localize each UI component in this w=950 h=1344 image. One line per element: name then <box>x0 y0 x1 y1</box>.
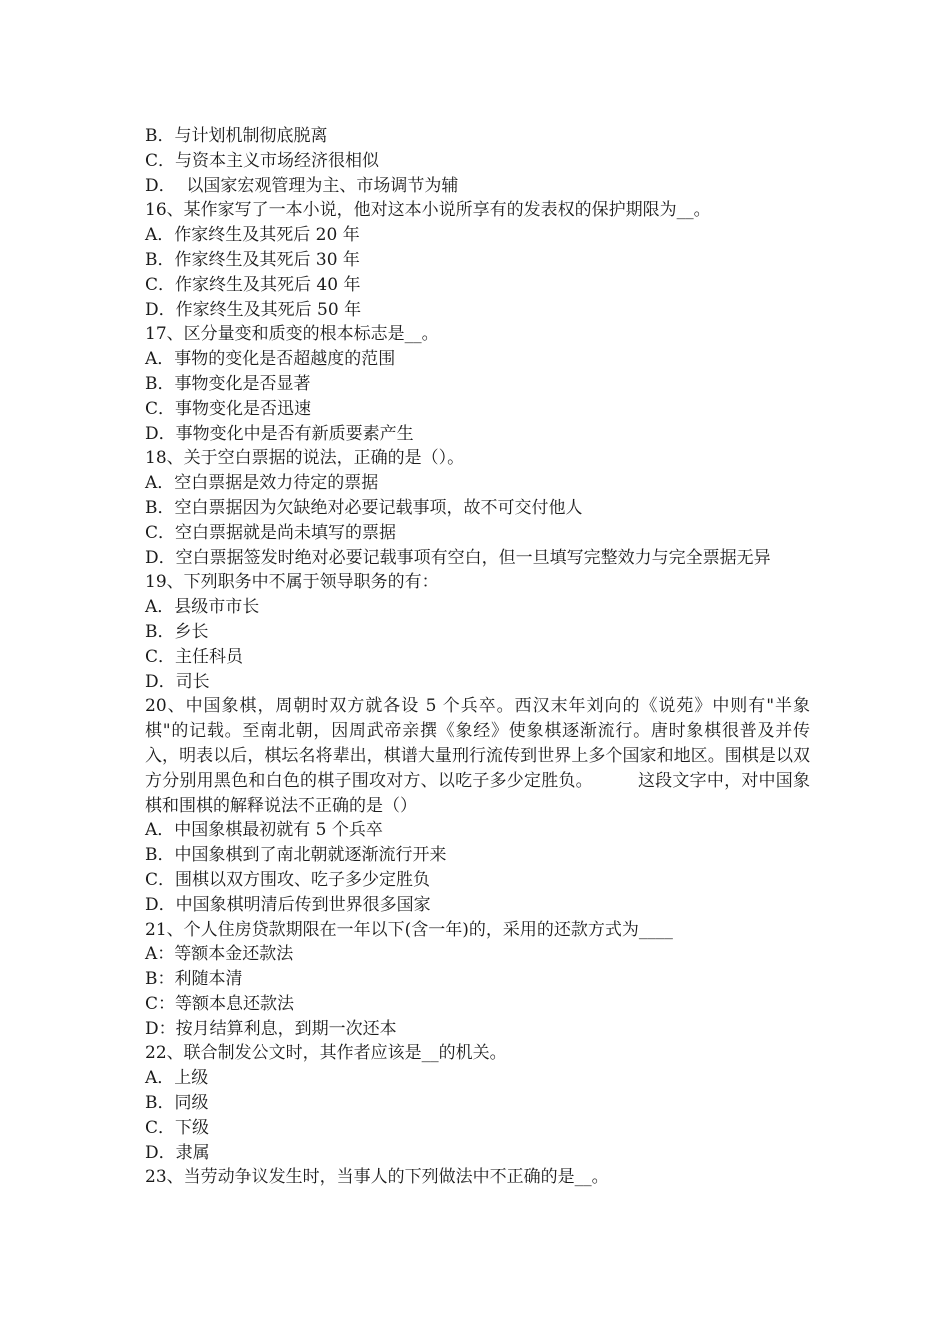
option-21d: D：按月结算利息，到期一次还本 <box>145 1018 397 1039</box>
option-18c: C．空白票据就是尚未填写的票据 <box>145 522 397 543</box>
question-16: 16、某作家写了一本小说，他对这本小说所享有的发表权的保护期限为__。 <box>145 200 711 221</box>
question-18: 18、关于空白票据的说法，正确的是（）。 <box>145 448 465 469</box>
option-22b: B．同级 <box>145 1093 209 1114</box>
question-17: 17、区分量变和质变的根本标志是__。 <box>145 324 439 345</box>
option-17a: A．事物的变化是否超越度的范围 <box>145 349 396 370</box>
option-16b: B．作家终生及其死后 30 年 <box>145 249 360 270</box>
option-17b: B．事物变化是否显著 <box>145 373 311 394</box>
option-19c: C．主任科员 <box>145 646 244 667</box>
option-15d: D． 以国家宏观管理为主、市场调节为辅 <box>145 175 459 196</box>
option-17d: D．事物变化中是否有新质要素产生 <box>145 423 414 444</box>
option-22d: D．隶属 <box>145 1142 210 1163</box>
option-20a: A．中国象棋最初就有 5 个兵卒 <box>145 820 383 841</box>
option-22a: A．上级 <box>145 1068 209 1089</box>
option-18d: D．空白票据签发时绝对必要记载事项有空白，但一旦填写完整效力与完全票据无异 <box>145 547 771 568</box>
option-21b: B：利随本清 <box>145 969 243 990</box>
question-21: 21、个人住房贷款期限在一年以下(含一年)的，采用的还款方式为____ <box>145 919 673 940</box>
option-16d: D．作家终生及其死后 50 年 <box>145 299 362 320</box>
option-15c: C．与资本主义市场经济很相似 <box>145 150 380 171</box>
option-19d: D．司长 <box>145 671 210 692</box>
option-21c: C：等额本息还款法 <box>145 993 295 1014</box>
option-19b: B．乡长 <box>145 621 209 642</box>
question-22: 22、联合制发公文时，其作者应该是__的机关。 <box>145 1043 507 1064</box>
question-20: 20、中国象棋，周朝时双方就各设 5 个兵卒。西汉末年刘向的《说苑》中则有"半象棋"的记载。至南北朝，因周武帝亲撰《象经》使象棋逐渐流行。唐时象棋很普及并传入，明表以后，棋坛名将辈出，棋谱大量刑行流传到世界上多个国家和地区。围棋是以双方分别用黑色和白色的棋子围攻对方、以吃子多少定胜负。 这段文字中，对中国象棋和围棋的解释说法不正确的是（） <box>145 696 810 816</box>
question-19: 19、下列职务中不属于领导职务的有： <box>145 572 439 593</box>
option-18b: B．空白票据因为欠缺绝对必要记载事项，故不可交付他人 <box>145 497 583 518</box>
question-23: 23、当劳动争议发生时，当事人的下列做法中不正确的是__。 <box>145 1167 609 1188</box>
option-19a: A．县级市市长 <box>145 597 260 618</box>
option-16a: A．作家终生及其死后 20 年 <box>145 225 360 246</box>
option-22c: C．下级 <box>145 1117 210 1138</box>
option-20b: B．中国象棋到了南北朝就逐渐流行开来 <box>145 845 447 866</box>
option-20d: D．中国象棋明清后传到世界很多国家 <box>145 894 431 915</box>
option-20c: C．围棋以双方围攻、吃子多少定胜负 <box>145 869 431 890</box>
option-16c: C．作家终生及其死后 40 年 <box>145 274 361 295</box>
option-18a: A．空白票据是效力待定的票据 <box>145 473 379 494</box>
option-17c: C．事物变化是否迅速 <box>145 398 312 419</box>
document-body <box>145 124 810 1190</box>
option-15b: B．与计划机制彻底脱离 <box>145 126 328 146</box>
option-21a: A：等额本金还款法 <box>145 944 294 965</box>
